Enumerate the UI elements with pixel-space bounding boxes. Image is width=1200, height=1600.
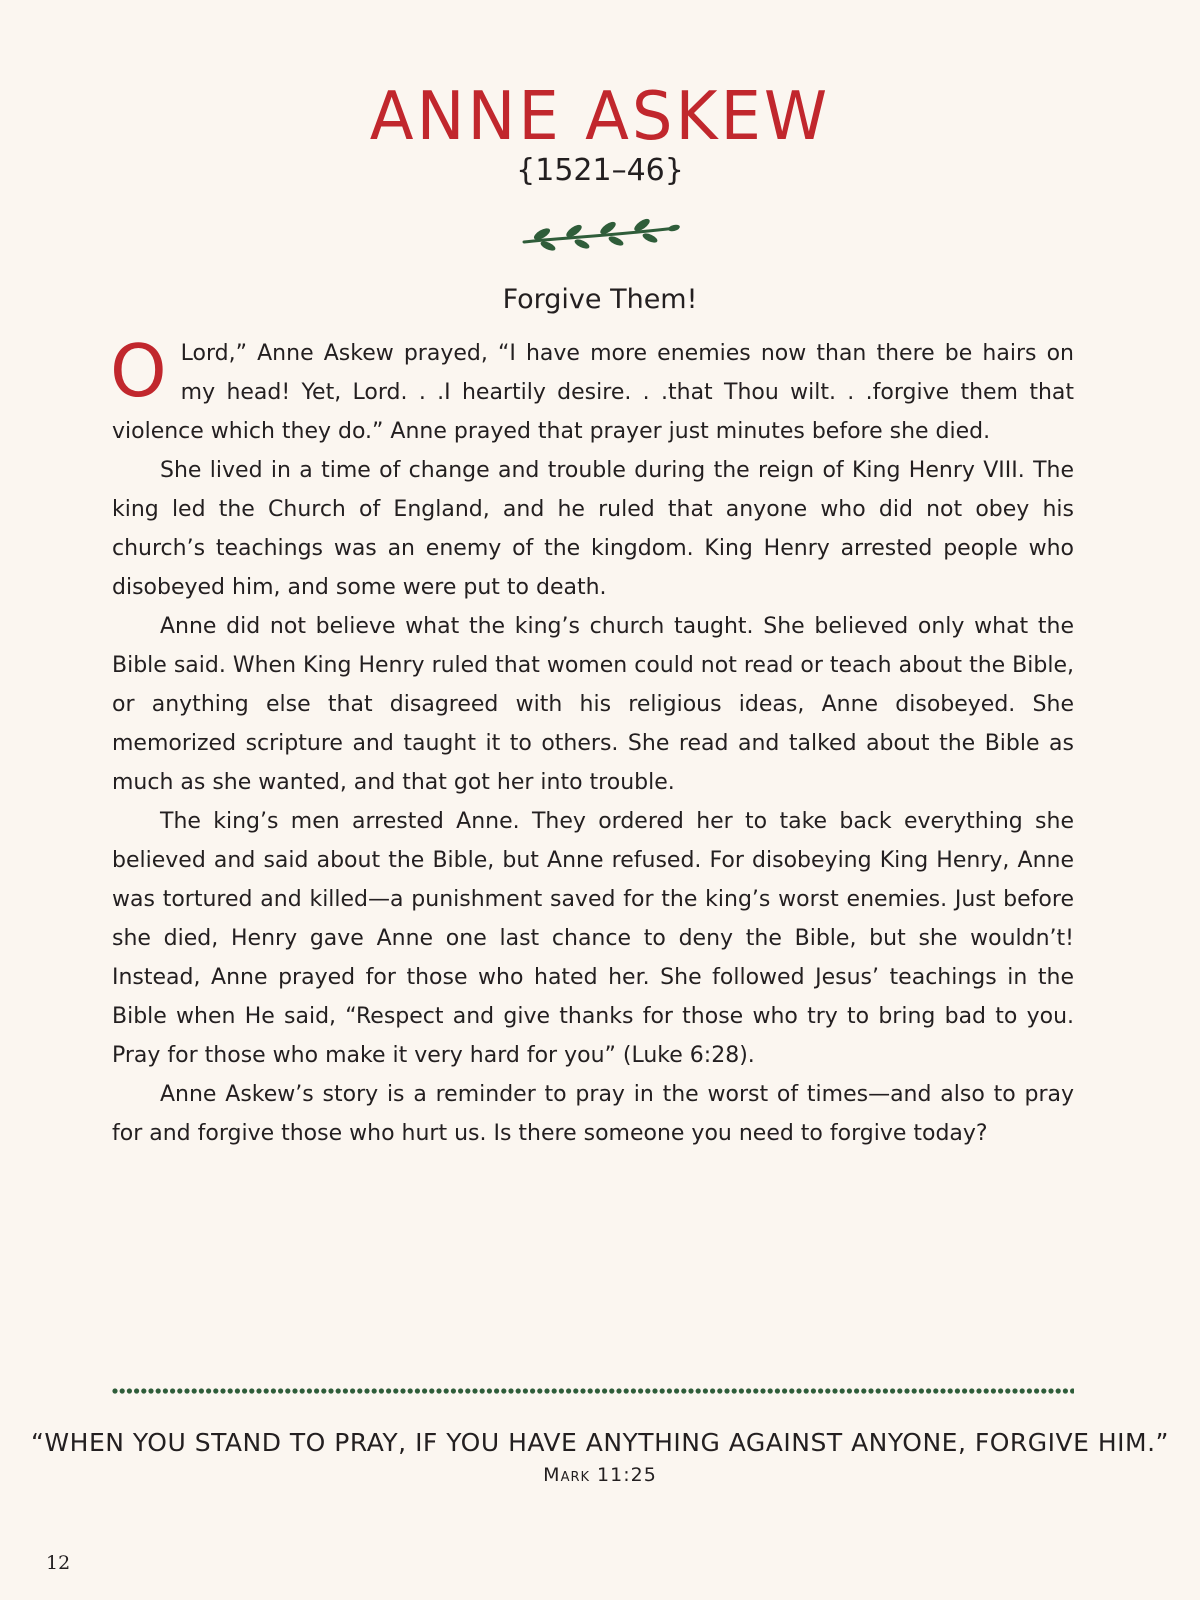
paragraph-1 bbox=[110, 329, 1074, 451]
story-heading: Forgive Them! bbox=[502, 284, 698, 315]
page-number: 12 bbox=[46, 1552, 71, 1574]
life-dates: {1521–46} bbox=[516, 153, 684, 188]
drop-cap: O bbox=[110, 329, 167, 413]
scripture-reference: Mark 11:25 bbox=[543, 1464, 657, 1486]
paragraph-4: The king’s men arrested Anne. They ordered her to take back everything she believed and said about the Bible, but Anne refused. For disobeying King Henry, Anne was tortured and killed—a punishment saved for the king’s worst enemies. Just before she died, Henry gave Anne one last chance to deny the Bible, but she wouldn’t! Instead, Anne prayed for those who hated her. She followed Jesus’ teachings in the Bible when He said, “Respect and give thanks for those who try to bring bad to you. Pray for those who make it very hard for you” (Luke 6:28). bbox=[112, 809, 1074, 1068]
body-text bbox=[110, 329, 1074, 1153]
page-title: ANNE ASKEW bbox=[369, 78, 831, 156]
dotted-divider bbox=[112, 1387, 1074, 1395]
laurel-sprig-icon bbox=[518, 218, 682, 254]
scripture-quote: “WHEN YOU STAND TO PRAY, IF YOU HAVE ANYTHING AGAINST ANYONE, FORGIVE HIM.” bbox=[30, 1428, 1170, 1457]
paragraph-2: She lived in a time of change and trouble during the reign of King Henry VIII. The king led the Church of England, and he ruled that anyone who did not obey his church’s teachings was an enemy of the kingdom. King Henry arrested people who disobeyed him, and some were put to death. bbox=[112, 458, 1074, 600]
paragraph-1-text: Lord,” Anne Askew prayed, “I have more enemies now than there be hairs on my head! Yet, Lord. . .I heartily desire. . .that Thou wilt. . .forgive them that violence which they do.” Anne prayed that prayer just minutes before she died. bbox=[112, 341, 1074, 444]
paragraph-5: Anne Askew’s story is a reminder to pray in the worst of times—and also to pray for and forgive those who hurt us. Is there someone you need to forgive today? bbox=[112, 1082, 1074, 1146]
paragraph-3: Anne did not believe what the king’s church taught. She believed only what the Bible said. When King Henry ruled that women could not read or teach about the Bible, or anything else that disagreed with his religious ideas, Anne disobeyed. She memorized scripture and taught it to others. She read and talked about the Bible as much as she wanted, and that got her into trouble. bbox=[112, 614, 1074, 795]
